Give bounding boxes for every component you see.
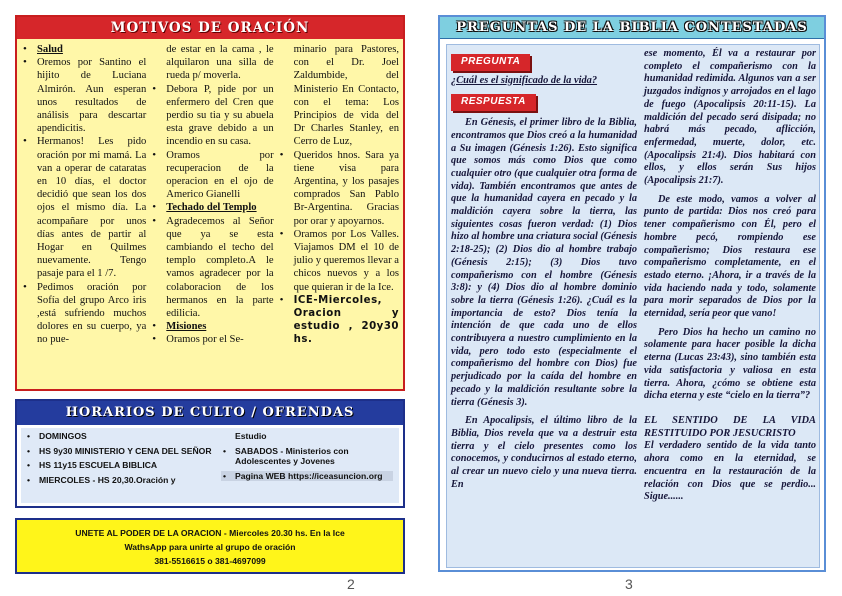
list-item: • Agradecemos al Señor que ya se esta cambiando el techo del templo completo.A le vamos agradecer por la colaboracion de los hermanos en la parte edilicia. (150, 215, 273, 321)
schedule-item: • MIERCOLES - HS 20,30.Oración y (25, 475, 213, 486)
motivos-col-1 (21, 43, 146, 387)
answer-paragraph: ese momento, Él va a restaurar por completo el compañerismo con la humanidad redimida. Algunos van a ser juzgados indignos y arrojados en el lago de fuego (Apocalipsis 20:11-15). La maldición del pecado será disipada; no habrá más pecado, aflicción, enfermedad, muerte, dolor, etc. (Apocalipsis 21:4). Dios habitará con ellos, y ellos serán Sus hijos (Apocalipsis 21:7). (644, 48, 816, 187)
page-number-right: 3 (625, 576, 633, 592)
pregunta-tag: PREGUNTA (451, 54, 530, 71)
answer-paragraph: El verdadero sentido de la vida tanto ahora como en la eternidad, se encuentra en la restauración de la relación con Dios que se perdio... Sigue...... (644, 440, 816, 503)
list-item: • Debora P, pide por un enfermero del Cren que perdio su tia y su abuela esta grave debido a un incendio en su casa. (150, 83, 273, 149)
list-item: • Hermanos! Les pido oración por mi mamá. La van a operar de cataratas en 10 días, el doctor decidió que sean los dos ojos el mismo día. La acompañare por unos días antes de partir al Hogar en Quilmes nuevamente. Tengo pasaje para el 1 /7. (21, 135, 146, 280)
answer-paragraph: En Apocalipsis, el último libro de la Biblia, Dios revela que va a destruir esta tierra y el cielo presentes como los conocemos, y conducirnos al estado eterno, al crear un nuevo cielo y una nueva tierra. En (451, 415, 637, 490)
list-item: • Oramos por recuperacion de la operacion en el ojo de Americo Gianelli (150, 149, 273, 202)
preguntas-box (438, 15, 826, 572)
list-item (21, 43, 146, 56)
question-text: ¿Cuál es el significado de la vida? (451, 74, 598, 86)
list-item: • Oramos por Los Valles. Viajamos DM el 10 de julio y queremos llevar a chicos nuevos y a los que quieran ir de la Ice. (278, 228, 399, 294)
answer-col-1 (451, 48, 637, 492)
list-item (150, 201, 273, 214)
schedule-item: • HS 9y30 MINISTERIO Y CENA DEL SEÑOR (25, 446, 213, 457)
list-item-continued: de estar en la cama , le alquilaron una silla de rueda p/ moverla. (166, 44, 274, 82)
answer-paragraph: En Génesis, el primer libro de la Biblia, encontramos que Dios creó a la humanidad a Su imagen (Génesis 1:26). Esto significa que somos más como Dios que como cualquier otro (que cualquier otra forma de vida). También encontramos que antes de que la humanidad cayera en pecado y la maldición cayera sobre la tierra, las siguientes cosas fueron verdad: (1) Dios hizo al hombre una criatura social (Génesis 2:18-25); (2) Dios dio al hombre trabajo (Génesis 2:15); (3) Dios tuvo compañerismo con el hombre (Génesis 3:8): y (4) Dios dio al hombre dominio sobre la tierra (Génesis 1:26). ¿Cuál es la importancia de esto? Dios tenía la intención de que cada uno de ellos contribuyera a nuestro cumplimiento en la vida, pero todo esto (especialmente el compañerismo del hombre con Dios) fue perjudicado por la caída del hombre en pecado y la maldición resultante sobre la tierra (Génesis 3). (451, 117, 637, 408)
prayer-group-line-1: UNETE AL PODER DE LA ORACION - Miercoles 20.30 hs. En la Ice (75, 528, 345, 538)
motivos-columns (21, 43, 399, 387)
motivos-col-3 (278, 43, 399, 387)
horarios-title: HORARIOS DE CULTO / OFRENDAS (17, 401, 403, 425)
schedule-item-continued: Estudio (235, 431, 267, 441)
list-item: • Queridos hnos. Sara ya tiene visa para Argentina, y los pasajes comprados San Pablo Br-Argentina. Gracias por orar y apoyarnos. (278, 149, 399, 228)
schedule-item: • SABADOS - Ministerios con Adolescentes y Jovenes (221, 446, 393, 467)
answer-paragraph: De este modo, vamos a volver al punto de partida: Dios nos creó para tener compañerismo con Él, pero el hombre pecó, rompiendo ese compañerismo; Dios restaura ese compañerismo completamente, en el estado eterno. ¡Ahora, ir a través de la vida haciendo nada y todo, solamente para morir separados de Dios por la eternidad, sería peor que vano! (644, 193, 816, 320)
motivos-title: MOTIVOS DE ORACIÓN (17, 17, 403, 39)
schedule-item: • HS 11y15 ESCUELA BIBLICA (25, 460, 213, 471)
prayer-group-box (15, 518, 405, 574)
horarios-box (15, 399, 405, 508)
list-item-continued: minario para Pastores, con el Dr. Joel Zaldumbide, del Ministerio En Contacto, con el tema: Los Principios de vida del Dr Charles Stanley, en Cerro de Luz, (293, 44, 399, 148)
schedule-item: • DOMINGOS (25, 431, 213, 442)
horarios-body (21, 428, 399, 503)
horarios-col-1 (21, 428, 217, 503)
prayer-group-line-2: WathsApp para unirte al grupo de oración (124, 542, 296, 552)
salud-heading: Salud (37, 44, 63, 55)
web-link[interactable]: • Pagina WEB https://iceasuncion.org (221, 471, 393, 482)
list-item (150, 320, 273, 333)
answer-col-2 (644, 48, 816, 504)
prayer-group-phones: 381-5516615 o 381-4697099 (154, 556, 266, 566)
misiones-heading: Misiones (166, 321, 207, 333)
motivos-col-2 (150, 43, 273, 387)
list-item: • Oremos por Santino el hijito de Luciana Almirón. Aun esperan unos resultados de análisis para descartar apendicitis. (21, 56, 146, 135)
preguntas-title: PREGUNTAS DE LA BIBLIA CONTESTADAS (440, 17, 824, 39)
ice-wednesday-note: ICE-Miercoles, Oracion y estudio , 20y30 hs. (293, 294, 399, 346)
list-item (278, 294, 399, 347)
page-number-left: 2 (347, 576, 355, 592)
list-item: • Oramos por el Se- (150, 333, 273, 346)
respuesta-tag: RESPUESTA (451, 94, 536, 111)
list-item: • Pedimos oración por Sofía del grupo Arco iris ,está sufriendo muchos dolores en su cuerpo, ya no pue- (21, 281, 146, 347)
motivos-box (15, 15, 405, 391)
horarios-col-2 (217, 428, 397, 503)
preguntas-body (446, 44, 820, 568)
answer-paragraph: Pero Dios ha hecho un camino no solamente para hacer posible la dicha eterna (Lucas 23:43), sino también esta vida satisfactoria y valiosa en esta tierra. Ahora, ¿cómo se obtiene esta dicha eterna y este “cielo en la tierra”? (644, 326, 816, 402)
techado-heading: Techado del Templo (166, 202, 257, 214)
section-heading: EL SENTIDO DE LA VIDA RESTITUIDO POR JESUCRISTO (644, 414, 816, 439)
